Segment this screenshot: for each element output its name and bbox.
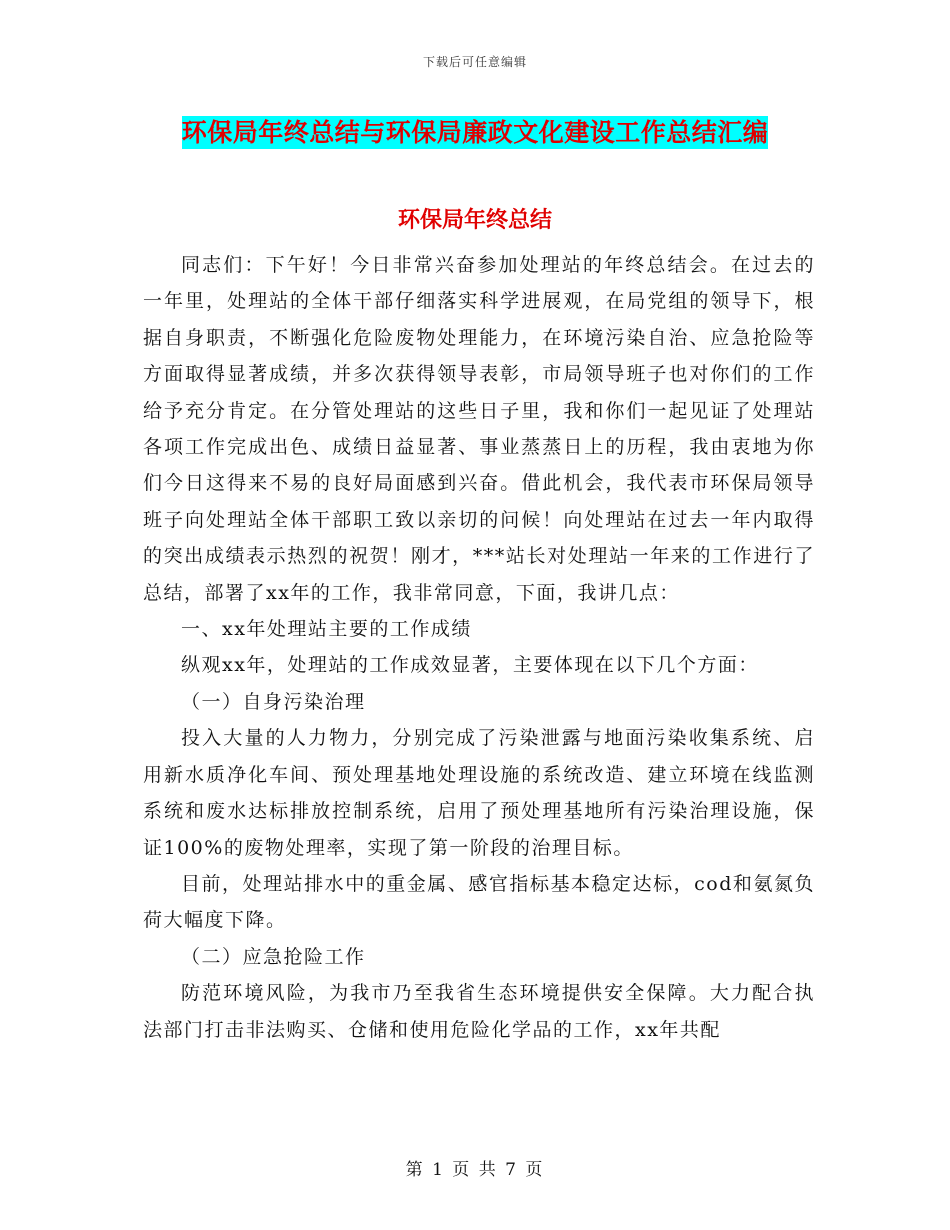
body-text xyxy=(143,247,815,1048)
paragraph-current-status: 目前，处理站排水中的重金属、感官指标基本稳定达标，cod和氨氮负荷大幅度下降。 xyxy=(143,872,815,932)
section-title: 环保局年终总结 xyxy=(397,207,552,233)
heading-pollution-control: （一）自身污染治理 xyxy=(181,690,366,713)
heading-achievements: 一、xx年处理站主要的工作成绩 xyxy=(181,618,472,641)
main-title-text: 环保局年终总结与环保局廉政文化建设工作总结汇编 xyxy=(181,118,769,147)
paragraph-pollution-control: 投入大量的人力物力，分别完成了污染泄露与地面污染收集系统、启用新水质净化车间、预处理基地处理设施的系统改造、建立环境在线监测系统和废水达标排放控制系统，启用了预处理基地所有污染治理设施，保证100%的废物处理率，实现了第一阶段的治理目标。 xyxy=(143,727,815,859)
page-footer: 第 1 页 共 7 页 xyxy=(405,1160,545,1180)
heading-emergency: （二）应急抢险工作 xyxy=(181,945,366,968)
header-note: 下载后可任意编辑 xyxy=(422,55,527,69)
paragraph-opening: 同志们：下午好！今日非常兴奋参加处理站的年终总结会。在过去的一年里，处理站的全体干部仔细落实科学进展观，在局党组的领导下，根据自身职责，不断强化危险废物处理能力，在环境污染自治、应急抢险等方面取得显著成绩，并多次获得领导表彰，市局领导班子也对你们的工作给予充分肯定。在分管处理站的这些日子里，我和你们一起见证了处理站各项工作完成出色、成绩日益显著、事业蒸蒸日上的历程，我由衷地为你们今日这得来不易的良好局面感到兴奋。借此机会，我代表市环保局领导班子向处理站全体干部职工致以亲切的问候！向处理站在过去一年内取得的突出成绩表示热烈的祝贺！刚才，***站长对处理站一年来的工作进行了总结，部署了xx年的工作，我非常同意，下面，我讲几点： xyxy=(143,254,815,604)
main-title xyxy=(0,113,950,149)
paragraph-overview: 纵观xx年，处理站的工作成效显著，主要体现在以下几个方面： xyxy=(181,654,759,677)
paragraph-emergency: 防范环境风险，为我市乃至我省生态环境提供安全保障。大力配合执法部门打击非法购买、仓储和使用危险化学品的工作，xx年共配 xyxy=(143,982,815,1041)
